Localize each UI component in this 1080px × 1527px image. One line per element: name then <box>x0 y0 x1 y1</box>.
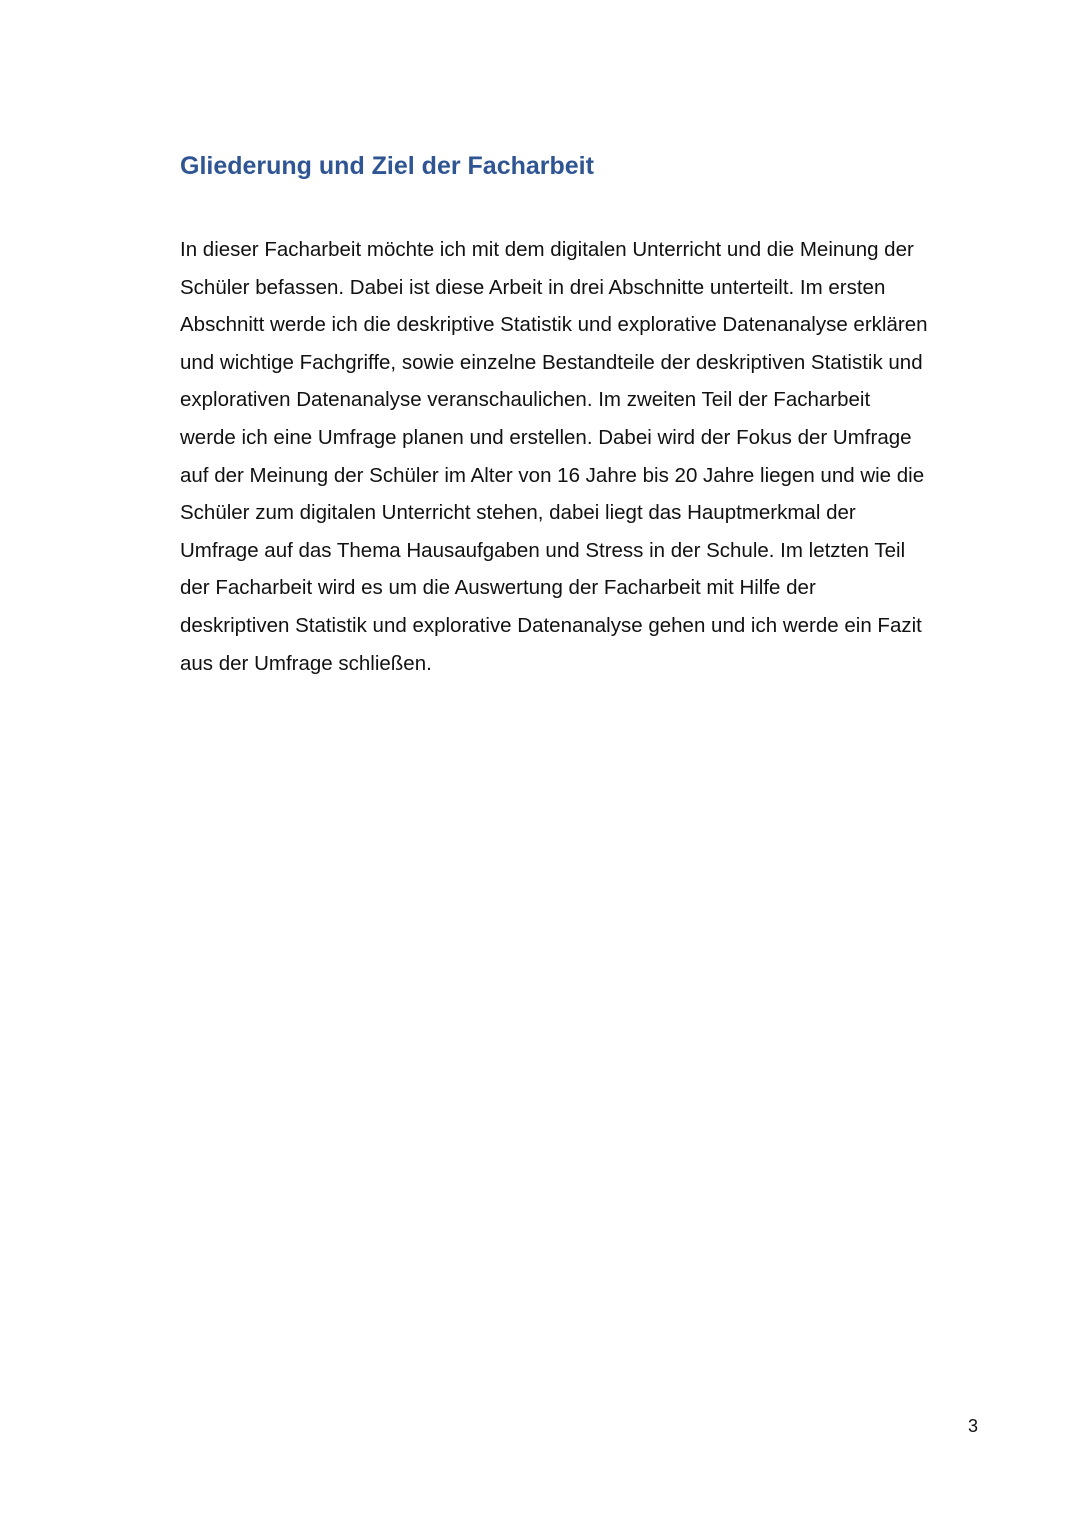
paragraph-line: Schüler zum digitalen Unterricht stehen, dabei liegt das Hauptmerkmal der <box>180 501 856 525</box>
paragraph-line: Umfrage auf das Thema Hausaufgaben und Stress in der Schule. Im letzten Teil <box>180 538 906 562</box>
paragraph-line: explorativen Datenanalyse veranschaulichen. Im zweiten Teil der Facharbeit <box>180 388 871 412</box>
paragraph-line: Schüler befassen. Dabei ist diese Arbeit in drei Abschnitte unterteilt. Im ersten <box>180 275 886 299</box>
paragraph-line: werde ich eine Umfrage planen und erstellen. Dabei wird der Fokus der Umfrage <box>180 425 912 449</box>
paragraph-line: der Facharbeit wird es um die Auswertung der Facharbeit mit Hilfe der <box>180 576 816 600</box>
paragraph-line: In dieser Facharbeit möchte ich mit dem digitalen Unterricht und die Meinung der <box>180 238 914 261</box>
paragraph-line: aus der Umfrage schließen. <box>180 651 432 675</box>
paragraph-line: Abschnitt werde ich die deskriptive Statistik und explorative Datenanalyse erklären <box>180 313 928 337</box>
page-number: 3 <box>967 1416 978 1436</box>
paragraph-line: und wichtige Fachgriffe, sowie einzelne Bestandteile der deskriptiven Statistik und <box>180 350 923 374</box>
section-heading: Gliederung und Ziel der Facharbeit <box>180 152 594 180</box>
body-paragraph <box>180 231 990 682</box>
paragraph-line: deskriptiven Statistik und explorative Datenanalyse gehen und ich werde ein Fazit <box>180 613 922 637</box>
paragraph-line: auf der Meinung der Schüler im Alter von 16 Jahre bis 20 Jahre liegen und wie die <box>180 463 925 487</box>
